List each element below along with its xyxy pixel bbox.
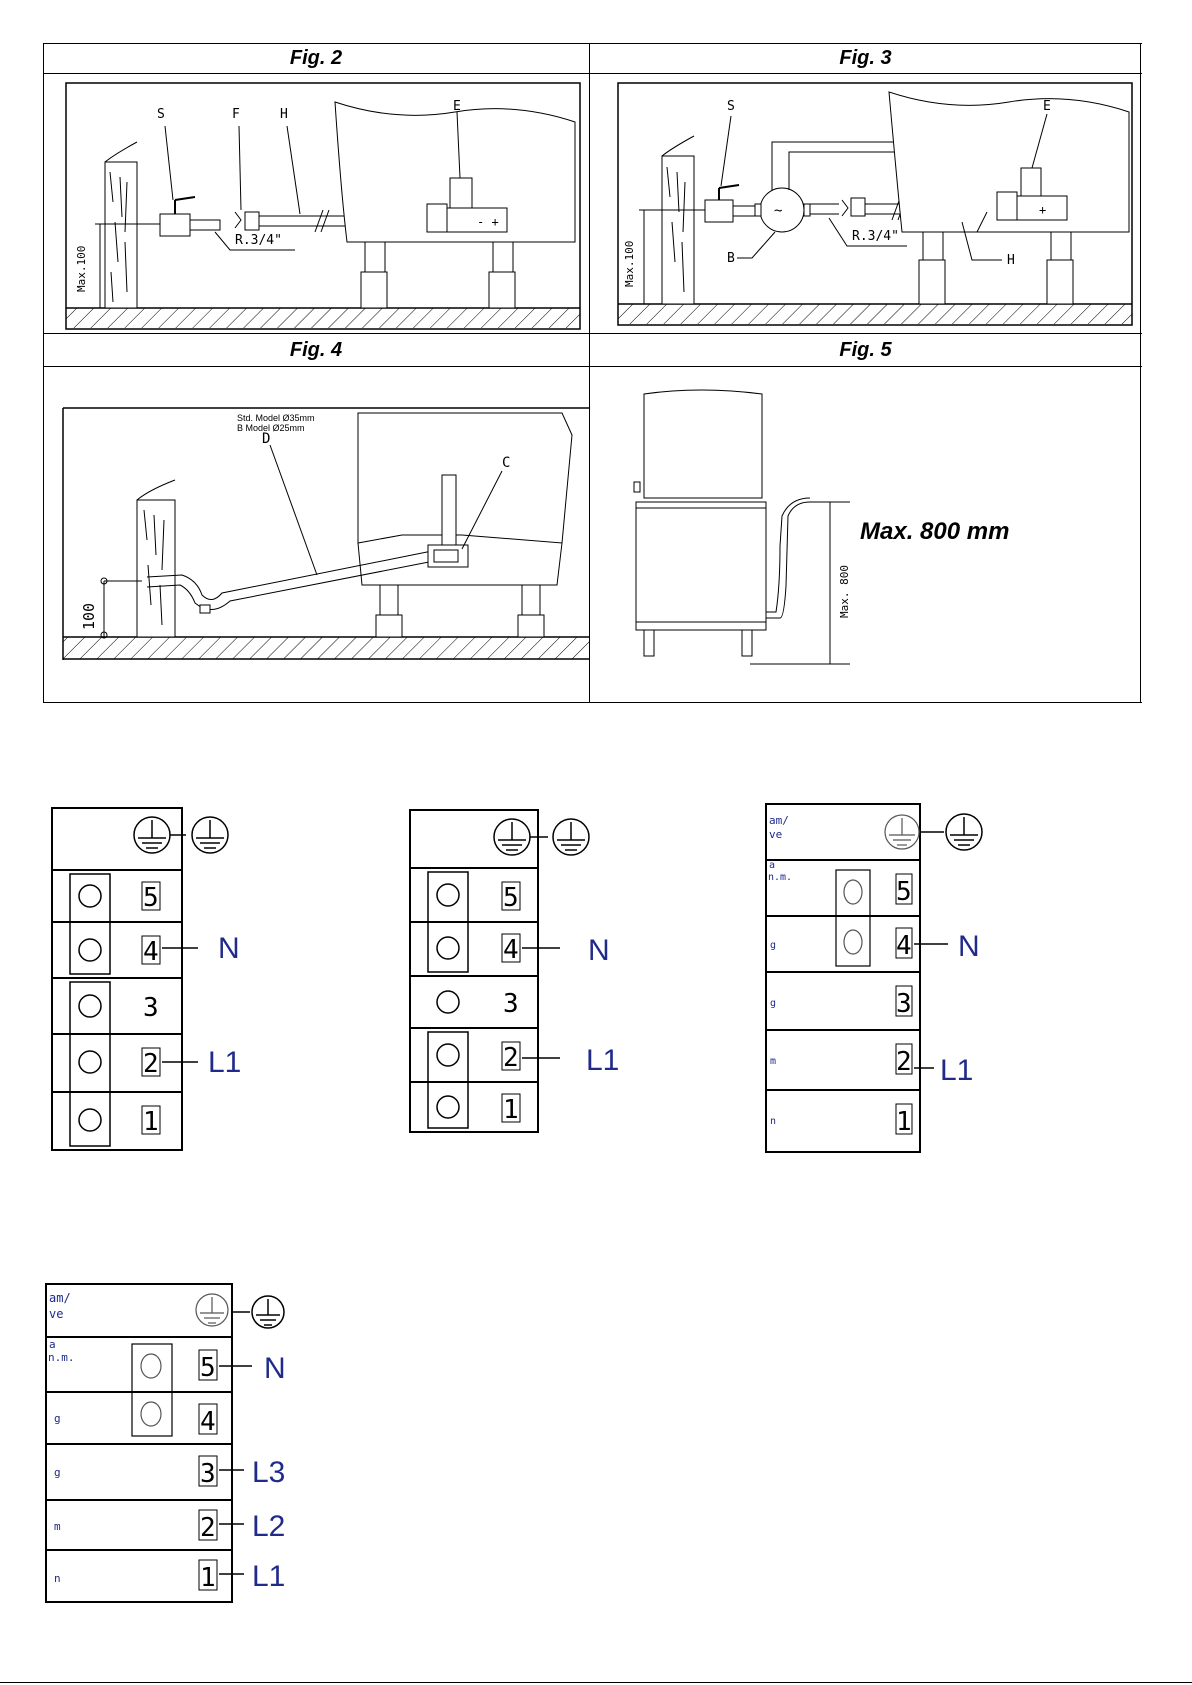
grid-line	[43, 43, 1142, 44]
fig2-plus: - +	[477, 215, 499, 229]
grid-line	[1140, 43, 1141, 703]
terminal-block-2	[408, 800, 638, 1140]
tb4-side-g2: g	[54, 1466, 61, 1479]
fig3-drawing	[617, 82, 1133, 326]
fig2-title: Fig. 2	[289, 47, 343, 69]
tb1-label-l1: L1	[208, 1046, 242, 1079]
fig4-std-model: Std. Model Ø35mm	[237, 413, 315, 423]
fig3-pump-symbol: ~	[774, 203, 783, 219]
tb4-label-l3: L3	[252, 1456, 286, 1489]
fig5-vertical-label: Max. 800	[838, 565, 851, 618]
grid-line	[43, 702, 1142, 703]
tb3-side-a: a	[769, 860, 776, 871]
grid-line	[43, 73, 1142, 74]
fig5-drawing	[630, 386, 860, 670]
fig4-drawing	[62, 405, 590, 663]
tb4-side-a: a	[49, 1338, 56, 1351]
tb4-side-ve: ve	[49, 1307, 64, 1321]
tb4-num-1: 1	[200, 1563, 216, 1593]
fig2-label-s: S	[157, 107, 165, 122]
grid-line	[589, 366, 1142, 367]
tb2-num-4: 4	[503, 935, 519, 965]
tb4-num-3: 3	[200, 1459, 216, 1489]
tb4-label-n: N	[264, 1352, 286, 1385]
grid-line	[43, 43, 44, 703]
tb3-side-m: m	[770, 1056, 777, 1067]
fig3-label-h: H	[1007, 253, 1015, 268]
tb3-num-3: 3	[896, 989, 912, 1019]
tb4-side-g1: g	[54, 1412, 61, 1425]
tb3-label-l1: L1	[940, 1054, 974, 1087]
tb2-label-l1: L1	[586, 1044, 620, 1077]
tb2-num-5: 5	[503, 883, 519, 913]
fig2-label-h: H	[280, 107, 288, 122]
fig3-title: Fig. 3	[839, 47, 892, 69]
fig2-thread: R.3/4"	[235, 233, 282, 248]
tb2-num-2: 2	[503, 1043, 519, 1073]
tb3-side-n: n	[770, 1116, 777, 1127]
fig3-max-label: Max.100	[623, 240, 636, 287]
grid-line	[43, 333, 1142, 334]
tb4-side-am: am/	[49, 1291, 71, 1305]
tb4-side-m: m	[54, 1520, 61, 1533]
tb4-num-2: 2	[200, 1513, 216, 1543]
tb1-num-3: 3	[143, 993, 159, 1023]
terminal-block-1	[50, 800, 260, 1155]
tb4-side-n: n	[54, 1572, 61, 1585]
tb3-side-g1: g	[770, 940, 777, 951]
tb2-label-n: N	[588, 934, 610, 967]
fig5-max-label: Max. 800 mm	[860, 518, 1010, 545]
terminal-block-3	[764, 800, 1014, 1160]
tb4-side-nm: n.m.	[48, 1351, 75, 1364]
tb3-side-ve: ve	[769, 828, 783, 841]
tb1-num-5: 5	[143, 883, 159, 913]
tb4-label-l2: L2	[252, 1510, 286, 1543]
fig5-title: Fig. 5	[839, 339, 892, 361]
terminal-block-4	[44, 1282, 334, 1607]
fig4-b-model: B Model Ø25mm	[237, 423, 305, 433]
tb4-num-5: 5	[200, 1353, 216, 1383]
tb3-label-n: N	[958, 930, 980, 963]
tb4-label-l1: L1	[252, 1560, 286, 1593]
tb4-num-4: 4	[200, 1407, 216, 1437]
tb3-num-1: 1	[896, 1107, 912, 1137]
fig4-label-d: D	[262, 431, 271, 447]
fig2-max-label: Max.100	[75, 245, 88, 292]
fig3-thread: R.3/4"	[852, 229, 899, 244]
fig4-title: Fig. 4	[289, 339, 343, 361]
tb1-num-1: 1	[143, 1107, 159, 1137]
tb1-num-4: 4	[143, 937, 159, 967]
tb2-num-1: 1	[503, 1095, 519, 1125]
fig4-label-c: C	[502, 455, 511, 471]
fig3-label-b: B	[727, 251, 735, 266]
page-bottom-rule	[0, 1682, 1192, 1683]
fig4-dim-100: 100	[80, 602, 98, 630]
tb3-num-5: 5	[896, 877, 912, 907]
tb3-side-g2: g	[770, 998, 777, 1009]
tb3-num-4: 4	[896, 931, 912, 961]
tb3-num-2: 2	[896, 1047, 912, 1077]
fig3-label-s: S	[727, 99, 735, 114]
fig3-label-e: E	[1043, 99, 1051, 114]
tb3-side-nm: n.m.	[768, 872, 793, 883]
tb1-num-2: 2	[143, 1049, 159, 1079]
tb1-label-n: N	[218, 932, 240, 965]
fig2-drawing	[65, 82, 581, 330]
fig3-plus: +	[1039, 203, 1047, 217]
tb3-side-am: am/	[769, 814, 789, 827]
tb2-num-3: 3	[503, 989, 519, 1019]
fig2-label-f: F	[232, 107, 240, 122]
fig2-label-e: E	[453, 99, 461, 114]
grid-line	[43, 366, 598, 367]
